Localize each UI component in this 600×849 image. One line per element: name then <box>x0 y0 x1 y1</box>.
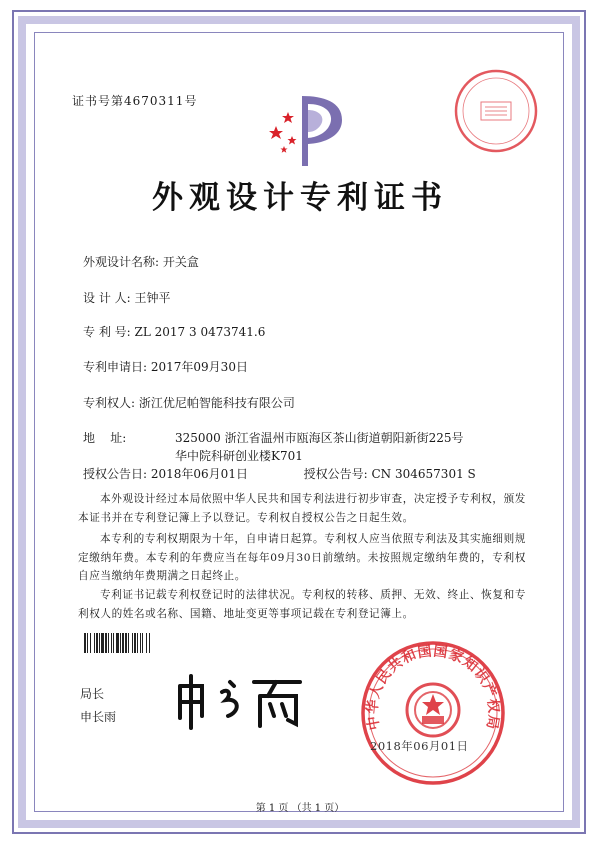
designer-label: 设 计 人: <box>83 291 131 305</box>
announce-number-label: 授权公告号: <box>303 467 368 481</box>
agency-stamp-icon <box>451 66 541 156</box>
patentee-label: 专利权人: <box>83 396 136 410</box>
patent-number-label: 专 利 号: <box>83 325 131 339</box>
body-paragraph-2: 本专利的专利权期限为十年，自申请日起算。专利权人应当依照专利法及其实施细则规定缴纳年费。本专利的年费应当在每年09月30日前缴纳。未按照规定缴纳年费的，专利权自应当缴纳年费期满之日起终止。 <box>78 533 526 582</box>
certificate-title: 外观设计专利证书 <box>152 180 448 216</box>
seal-date: 2018年06月01日 <box>370 739 469 753</box>
body-paragraph-1: 本外观设计经过本局依照中华人民共和国专利法进行初步审查，决定授予专利权，颁发本证书并在专利登记簿上予以登记。专利权自授权公告之日起生效。 <box>78 493 526 524</box>
announcement-row <box>83 465 476 482</box>
page-number: 第 1 页 （共 1 页） <box>255 803 345 814</box>
filing-date-row <box>83 358 248 375</box>
filing-date-value: 2017年09月30日 <box>150 360 248 374</box>
cnipa-emblem-icon <box>262 86 352 170</box>
address-value: 325000 浙江省温州市瓯海区茶山街道朝阳新街225号华中院科研创业楼K701 <box>175 431 464 463</box>
address-row <box>83 429 126 446</box>
director-title: 局长 <box>80 687 105 701</box>
designer-row <box>83 289 171 306</box>
handwritten-signature-icon <box>170 672 310 732</box>
director-name: 申长雨 <box>80 710 117 724</box>
patentee-value: 浙江优尼帕智能科技有限公司 <box>138 396 295 410</box>
design-name-label: 外观设计名称: <box>83 255 160 269</box>
body-paragraph-3: 专利证书记载专利权登记时的法律状况。专利权的转移、质押、无效、终止、恢复和专利权人的姓名或名称、国籍、地址变更等事项记载在专利登记簿上。 <box>78 589 526 620</box>
address-label: 地 址: <box>83 431 127 445</box>
announce-number-value: CN 304657301 S <box>371 467 476 481</box>
certificate-number: 证书号第4670311号 <box>72 94 198 108</box>
patent-number-row <box>83 323 265 340</box>
barcode <box>84 633 234 653</box>
patent-number-value: ZL 2017 3 0473741.6 <box>134 325 266 339</box>
patentee-row <box>83 394 295 411</box>
official-seal-icon <box>358 638 508 788</box>
announce-date-value: 2018年06月01日 <box>150 467 248 481</box>
designer-value: 王钟平 <box>134 291 171 305</box>
design-name-row <box>83 253 199 270</box>
filing-date-label: 专利申请日: <box>83 360 148 374</box>
announce-date-label: 授权公告日: <box>83 467 148 481</box>
svg-text:中华人民共和国国家知识产权局: 中华人民共和国国家知识产权局 <box>364 643 502 732</box>
design-name-value: 开关盒 <box>162 255 199 269</box>
